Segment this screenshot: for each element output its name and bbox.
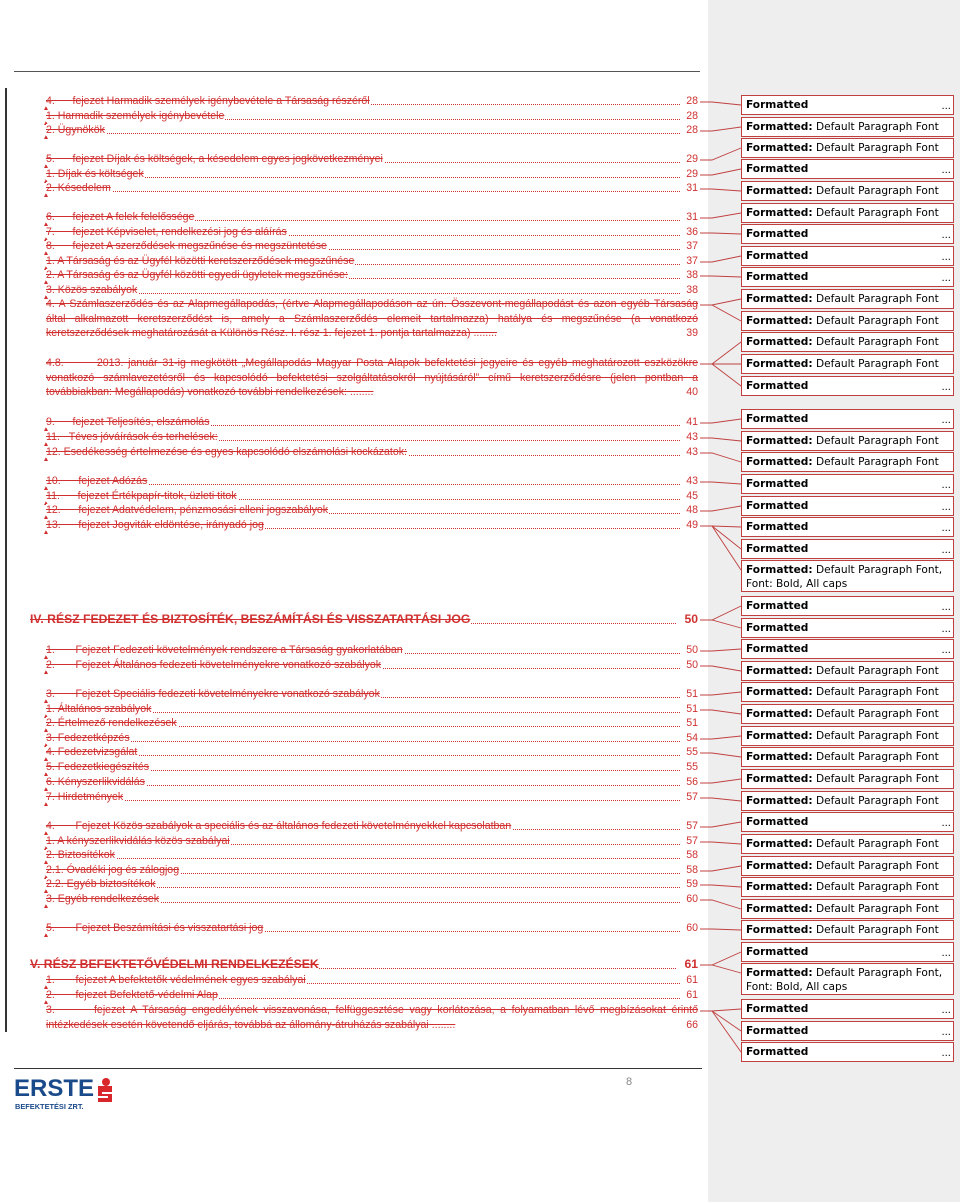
toc-entry-title: 11. fejezet Értékpapír-titok, üzleti titok — [46, 490, 237, 502]
toc-entry-title: 4. fejezet Harmadik személyek igénybevétele a Társaság részéről — [46, 95, 370, 107]
toc-entry-page: 58 — [686, 864, 698, 876]
revision-balloon[interactable] — [741, 452, 954, 472]
revision-balloon[interactable] — [741, 95, 954, 115]
revision-balloon[interactable] — [741, 376, 954, 396]
toc-entry-title: 2. Ügynökök — [46, 124, 105, 136]
balloon-label: Formatted — [746, 1025, 809, 1037]
balloon-more: ... — [941, 602, 951, 613]
toc-entry-title: 3. Fejezet Speciális fedezeti követelményekre vonatkozó szabályok — [46, 688, 380, 700]
balloon-label: Formatted — [746, 478, 809, 490]
balloon-label: Formatted: — [746, 903, 813, 915]
balloon-label: Formatted: — [746, 924, 813, 936]
balloon-detail: Default Paragraph Font — [812, 773, 939, 785]
balloon-detail: Default Paragraph Font — [812, 838, 939, 850]
balloon-label: Formatted: — [746, 860, 813, 872]
balloon-label: Formatted: — [746, 773, 813, 785]
balloon-more: ... — [941, 502, 951, 513]
toc-entry-title: 1. A Társaság és az Ügyfél közötti keretszerződések megszűnése — [46, 255, 355, 267]
logo-brand: ERSTE — [14, 1075, 95, 1102]
balloon-label: Formatted: — [746, 838, 813, 850]
balloon-label: Formatted — [746, 622, 809, 634]
toc-entry-title: 6. fejezet A felek felelőssége — [46, 211, 195, 223]
toc-entry-page: 55 — [686, 761, 698, 773]
balloon-label: Formatted: — [746, 336, 813, 348]
balloon-label: Formatted: — [746, 207, 813, 219]
toc-entry[interactable] — [46, 225, 698, 240]
toc-entry-page: 41 — [686, 416, 698, 428]
toc-entry-page: 58 — [686, 849, 698, 861]
revision-balloon[interactable] — [741, 117, 954, 137]
balloon-label: Formatted — [746, 543, 809, 555]
toc-entry[interactable] — [46, 123, 698, 138]
revision-balloon[interactable] — [741, 812, 954, 832]
revision-balloon[interactable] — [741, 181, 954, 201]
balloon-label: Formatted — [746, 413, 809, 425]
revision-balloon[interactable] — [741, 899, 954, 919]
toc-entry[interactable] — [46, 489, 698, 504]
revision-balloon[interactable] — [741, 877, 954, 897]
toc-entry-title: 12. fejezet Adatvédelem, pénzmosási elleni jogszabályok — [46, 504, 329, 516]
toc-entry-title: 2. Biztosítékok — [46, 849, 115, 861]
toc-entry-title: 2. Késedelem — [46, 182, 111, 194]
balloon-more: ... — [941, 624, 951, 635]
toc-entry-page: 31 — [686, 211, 698, 223]
balloon-more: ... — [941, 415, 951, 426]
balloon-label: Formatted: — [746, 751, 813, 763]
toc-entry[interactable] — [46, 268, 698, 283]
toc-entry[interactable] — [46, 877, 698, 892]
balloon-detail: Default Paragraph Font — [812, 435, 939, 447]
toc-entry-page: 43 — [686, 431, 698, 443]
balloon-label: Formatted: — [746, 795, 813, 807]
balloon-more: ... — [941, 273, 951, 284]
balloon-more: ... — [941, 818, 951, 829]
balloon-label: Formatted — [746, 946, 809, 958]
toc-entry-page: 57 — [686, 820, 698, 832]
balloon-more: ... — [941, 1048, 951, 1059]
toc-entry-page: 57 — [686, 835, 698, 847]
toc-entry-page: 61 — [686, 989, 698, 1001]
toc-entry[interactable] — [46, 834, 698, 849]
toc-entry-page: 28 — [686, 110, 698, 122]
toc-entry-page: 38 — [686, 269, 698, 281]
balloon-detail: Default Paragraph Font — [812, 142, 939, 154]
balloon-detail: Default Paragraph Font — [812, 358, 939, 370]
toc-entry[interactable] — [46, 863, 698, 878]
page-number: 8 — [626, 1076, 633, 1088]
balloon-detail: Default Paragraph Font — [812, 730, 939, 742]
balloon-more: ... — [941, 545, 951, 556]
toc-entry[interactable] — [46, 445, 698, 460]
toc-entry-title: 7. Hirdetmények — [46, 791, 124, 803]
toc-entry-title: 5. Fejezet Beszámítási és visszatartási jog — [46, 922, 264, 934]
toc-entry-title: 8. fejezet A szerződések megszűnése és megszüntetése — [46, 240, 327, 252]
toc-entry[interactable] — [46, 415, 698, 430]
toc-entry-page: 54 — [686, 732, 698, 744]
toc-entry[interactable] — [46, 503, 698, 518]
toc-entry[interactable] — [46, 239, 698, 254]
toc-entry-page: 29 — [686, 153, 698, 165]
balloon-label: Formatted: — [746, 435, 813, 447]
toc-entry[interactable] — [46, 819, 698, 834]
toc-entry[interactable] — [46, 702, 698, 717]
toc-entry-page: 55 — [686, 746, 698, 758]
toc-entry[interactable] — [46, 775, 698, 790]
toc-entry-title: 2.1. Óvadéki jog és zálogjog — [46, 864, 180, 876]
balloon-label: Formatted: — [746, 967, 813, 979]
balloon-label: Formatted: — [746, 456, 813, 468]
toc-entry-page: 38 — [686, 284, 698, 296]
balloon-label: Formatted — [746, 380, 809, 392]
balloon-label: Formatted: — [746, 881, 813, 893]
header-rule — [14, 71, 700, 72]
balloon-label: Formatted: — [746, 358, 813, 370]
toc-entry[interactable] — [46, 152, 698, 167]
balloon-more: ... — [941, 382, 951, 393]
revision-balloon[interactable] — [741, 431, 954, 451]
balloon-label: Formatted: — [746, 142, 813, 154]
toc-entry-long[interactable]: 3. fejezet A Társaság engedélyének visszavonása, felfüggesztése vagy korlátozása, a folyamatban lévő megbízásokat érintő intézkedések esetén követendő eljárás, továbbá az állomány-átruházás szabályai ........ 66 — [46, 1004, 698, 1031]
toc-entry[interactable] — [46, 716, 698, 731]
balloon-detail: Default Paragraph Font — [812, 185, 939, 197]
balloon-label: Formatted: — [746, 665, 813, 677]
toc-entry-page: 28 — [686, 95, 698, 107]
toc-entry-page: 60 — [686, 922, 698, 934]
toc-entry-page: 51 — [686, 703, 698, 715]
balloon-more: ... — [941, 101, 951, 112]
toc-entry-page: 40 — [686, 386, 698, 399]
revision-balloon[interactable] — [741, 618, 954, 638]
revision-balloon[interactable] — [741, 639, 954, 659]
toc-entry-page: 37 — [686, 240, 698, 252]
revision-balloon[interactable] — [741, 999, 954, 1019]
balloon-label: Formatted — [746, 99, 809, 111]
balloon-label: Formatted — [746, 643, 809, 655]
toc-entry-page: 51 — [686, 717, 698, 729]
toc-entry-title: 13. fejezet Jogviták eldöntése, irányadó jog — [46, 519, 264, 531]
balloon-detail: Default Paragraph Font — [812, 293, 939, 305]
toc-entry-page: 36 — [686, 226, 698, 238]
revision-balloon[interactable] — [741, 311, 954, 331]
toc-entry-title: 11. Téves jóváírások és terhelések: — [46, 431, 218, 443]
toc-entry[interactable] — [46, 643, 698, 658]
balloon-detail: Default Paragraph Font — [812, 456, 939, 468]
toc-entry-page: 49 — [686, 519, 698, 531]
erste-s-icon — [98, 1078, 112, 1102]
toc-entry[interactable] — [46, 94, 698, 109]
balloon-label: Formatted: — [746, 293, 813, 305]
toc-entry-title: 7. fejezet Képviselet, rendelkezési jog és aláírás — [46, 226, 287, 238]
toc-entry-title: 3. Fedezetképzés — [46, 732, 130, 744]
toc-entry[interactable] — [46, 790, 698, 805]
toc-entry[interactable] — [46, 687, 698, 702]
toc-entry-title: 6. Kényszerlikvidálás — [46, 776, 145, 788]
balloon-detail: Default Paragraph Font — [812, 881, 939, 893]
balloon-label: Formatted: — [746, 121, 813, 133]
revision-balloon[interactable] — [741, 856, 954, 876]
revision-balloon[interactable] — [741, 747, 954, 767]
toc-entry-title: 1. fejezet A befektetők védelmének egyes szabályai — [46, 974, 306, 986]
revision-balloon[interactable] — [741, 474, 954, 494]
toc-entry-page: 45 — [686, 490, 698, 502]
revision-balloon[interactable] — [741, 1021, 954, 1041]
revision-balloon[interactable] — [741, 560, 954, 592]
revision-balloon[interactable] — [741, 682, 954, 702]
toc-entry-page: 43 — [686, 475, 698, 487]
toc-entry-title: 5. fejezet Díjak és költségek, a késedelem egyes jogkövetkezményei — [46, 153, 383, 165]
part-heading-page: 61 — [684, 957, 698, 971]
part-heading-title: V. RÉSZ BEFEKTETŐVÉDELMI RENDELKEZÉSEK — [30, 957, 319, 971]
toc-entry[interactable] — [46, 430, 698, 445]
toc-entry[interactable] — [46, 109, 698, 124]
revision-balloon[interactable] — [741, 409, 954, 429]
balloon-detail: Default Paragraph Font — [812, 751, 939, 763]
balloon-more: ... — [941, 252, 951, 263]
balloon-label: Formatted — [746, 521, 809, 533]
toc-entry-title: 2. A Társaság és az Ügyfél közötti egyedi ügyletek megszűnése: — [46, 269, 348, 281]
revision-balloon[interactable] — [741, 496, 954, 516]
part-heading-title: IV. RÉSZ FEDEZET ÉS BIZTOSÍTÉK, BESZÁMÍTÁSI ÉS VISSZATARTÁSI JOG — [30, 612, 471, 626]
toc-entry-title: 2. Értelmező rendelkezések — [46, 717, 177, 729]
toc-entry-title: 4. A Számlaszerződés és az Alapmegállapodás, (értve Alapmegállapodáson az ún. Összevont-megállapodást és azon egyéb Társaság által alkalmazott keretszerződést is, amely a Számlaszerződés elemeit tartalmazza) hatálya és megszűnése (a vonatkozó keretszerződések meghatározását a Különös Rész. I. rész 1. fejezet 1. pontja tartalmazza) — [46, 298, 698, 340]
balloon-detail: Default Paragraph Font — [812, 315, 939, 327]
balloon-label: Formatted — [746, 816, 809, 828]
balloon-label: Formatted — [746, 600, 809, 612]
toc-entry-long[interactable]: 4.8. 2013. január 31-ig megkötött „Megállapodás Magyar Posta Alapok befektetési jegyeire és egyéb meghatározott eszközökre vonatkozó számlavezetésről és kapcsolódó befektetési szolgáltatásokról nyújtásáról” című keretszerződésre (jelen pontban a továbbiakban: Megállapodás) vonatkozó további rendelkezések: ........ 40 — [46, 357, 698, 399]
revision-balloon[interactable] — [741, 246, 954, 266]
balloon-label: Formatted — [746, 1046, 809, 1058]
part-heading[interactable] — [30, 956, 698, 973]
toc-entry-page: 59 — [686, 878, 698, 890]
toc-entry-title: 5. Fedezetkiegészítés — [46, 761, 150, 773]
revision-balloon[interactable] — [741, 942, 954, 962]
revision-balloon[interactable] — [741, 704, 954, 724]
toc-entry-page: 29 — [686, 168, 698, 180]
revision-balloon[interactable] — [741, 920, 954, 940]
revision-balloon[interactable] — [741, 1042, 954, 1062]
toc-entry[interactable] — [46, 921, 698, 936]
revision-balloon[interactable] — [741, 159, 954, 179]
balloon-label: Formatted — [746, 163, 809, 175]
toc-entry[interactable] — [46, 892, 698, 907]
balloon-more: ... — [941, 1005, 951, 1016]
balloon-label: Formatted — [746, 500, 809, 512]
toc-entry-title: 1. Általános szabályok — [46, 703, 152, 715]
toc-entry-page: 50 — [686, 659, 698, 671]
toc-entry-title: 3. Egyéb rendelkezések — [46, 893, 160, 905]
toc-entry-page: 43 — [686, 446, 698, 458]
part-heading-page: 50 — [684, 612, 698, 626]
toc-entry-title: 4. Fedezetvizsgálat — [46, 746, 138, 758]
toc-entry[interactable] — [46, 283, 698, 298]
balloon-label: Formatted: — [746, 730, 813, 742]
revision-balloon[interactable] — [741, 769, 954, 789]
revision-balloon[interactable] — [741, 517, 954, 537]
toc-entry-title: 1. A kényszerlikvidálás közös szabályai — [46, 835, 230, 847]
balloon-more: ... — [941, 948, 951, 959]
revision-balloon[interactable] — [741, 224, 954, 244]
toc-entry-page: 66 — [686, 1018, 698, 1031]
revision-balloon[interactable] — [741, 289, 954, 309]
balloon-label: Formatted: — [746, 315, 813, 327]
toc-entry-title: 4. Fejezet Közös szabályok a speciális és az általános fedezeti követelményekkel kapcsolatban — [46, 820, 512, 832]
toc-entry-title: 4.8. 2013. január 31-ig megkötött „Megállapodás Magyar Posta Alapok befektetési jegyeire és egyéb meghatározott eszközökre vonatkozó számlavezetésről és kapcsolódó befektetési szolgáltatásokról nyújtásáról” című keretszerződésre (jelen pontban a továbbiakban: Megállapodás) vonatkozó további rendelkezések: — [46, 357, 698, 399]
toc-entry[interactable] — [46, 760, 698, 775]
toc-entry-page: 56 — [686, 776, 698, 788]
revision-balloon[interactable] — [741, 267, 954, 287]
part-heading[interactable] — [30, 611, 698, 628]
balloon-detail: Default Paragraph Font — [812, 924, 939, 936]
balloon-more: ... — [941, 523, 951, 534]
balloon-label: Formatted — [746, 228, 809, 240]
toc-entry-title: 10. fejezet Adózás — [46, 475, 148, 487]
balloon-label: Formatted: — [746, 708, 813, 720]
balloon-label: Formatted: — [746, 185, 813, 197]
toc-entry[interactable] — [46, 167, 698, 182]
toc-entry[interactable] — [46, 973, 698, 988]
toc-entry-page: 51 — [686, 688, 698, 700]
toc-entry[interactable] — [46, 474, 698, 489]
revision-balloon[interactable] — [741, 791, 954, 811]
logo-subtitle: BEFEKTETÉSI ZRT. — [15, 1102, 84, 1111]
toc-entry[interactable] — [46, 658, 698, 673]
toc-entry[interactable] — [46, 254, 698, 269]
revision-balloon[interactable] — [741, 138, 954, 158]
toc-entry-title: 1. Harmadik személyek igénybevétele — [46, 110, 225, 122]
balloon-detail: Default Paragraph Font — [812, 665, 939, 677]
toc-entry-page: 39 — [686, 327, 698, 340]
balloon-detail: Default Paragraph Font — [812, 708, 939, 720]
toc-entry-title: 12. Esedékesség értelmezése és egyes kapcsolódó elszámolási kockázatok: — [46, 446, 407, 458]
revision-balloon[interactable] — [741, 963, 954, 995]
balloon-more: ... — [941, 480, 951, 491]
toc-entry-long[interactable]: 4. A Számlaszerződés és az Alapmegállapodás, (értve Alapmegállapodáson az ún. Összevont-megállapodást és azon egyéb Társaság által alkalmazott keretszerződést is, amely a Számlaszerződés elemeit tartalmazza) hatálya és megszűnése (a vonatkozó keretszerződések meghatározását a Különös Rész. I. rész 1. fejezet 1. pontja tartalmazza) ........ 39 — [46, 298, 698, 340]
toc-entry[interactable] — [46, 210, 698, 225]
toc-entry[interactable] — [46, 745, 698, 760]
toc-entry[interactable] — [46, 848, 698, 863]
toc-entry-title: 1. Fejezet Fedezeti követelmények rendszere a Társaság gyakorlatában — [46, 644, 403, 656]
toc-entry-page: 50 — [686, 644, 698, 656]
change-bar — [5, 88, 7, 1032]
toc-entry-title: 2.2. Egyéb biztosítékok — [46, 878, 156, 890]
balloon-more: ... — [941, 1027, 951, 1038]
toc-entry-page: 60 — [686, 893, 698, 905]
balloon-label: Formatted — [746, 271, 809, 283]
revision-balloon[interactable] — [741, 661, 954, 681]
toc-entry-page: 28 — [686, 124, 698, 136]
toc-entry[interactable] — [46, 518, 698, 533]
balloon-label: Formatted: — [746, 686, 813, 698]
balloon-detail: Default Paragraph Font — [812, 207, 939, 219]
toc-entry-page: 57 — [686, 791, 698, 803]
revision-balloon[interactable] — [741, 332, 954, 352]
revision-balloon[interactable] — [741, 539, 954, 559]
balloon-more: ... — [941, 165, 951, 176]
toc-entry[interactable] — [46, 731, 698, 746]
toc-entry-page: 37 — [686, 255, 698, 267]
revision-balloon[interactable] — [741, 203, 954, 223]
toc-entry-title: 2. Fejezet Általános fedezeti követelményekre vonatkozó szabályok — [46, 659, 382, 671]
balloon-detail: Default Paragraph Font — [812, 686, 939, 698]
revision-balloon[interactable] — [741, 354, 954, 374]
toc-entry-title: 9. fejezet Teljesítés, elszámolás — [46, 416, 210, 428]
balloon-detail: Default Paragraph Font — [812, 795, 939, 807]
footer-rule — [14, 1068, 702, 1069]
balloon-detail: Default Paragraph Font, Font: Bold, All caps — [746, 967, 943, 993]
toc-entry[interactable] — [46, 988, 698, 1003]
toc-entry-title: 3. fejezet A Társaság engedélyének visszavonása, felfüggesztése vagy korlátozása, a folyamatban lévő megbízásokat érintő intézkedések esetén követendő eljárás, továbbá az állomány-átruházás szabályai — [46, 1004, 698, 1031]
revision-balloon[interactable] — [741, 596, 954, 616]
toc-entry[interactable] — [46, 181, 698, 196]
revision-balloon[interactable] — [741, 726, 954, 746]
balloon-detail: Default Paragraph Font — [812, 121, 939, 133]
toc-entry-page: 31 — [686, 182, 698, 194]
toc-entry-page: 61 — [686, 974, 698, 986]
balloon-label: Formatted — [746, 250, 809, 262]
revision-balloon[interactable] — [741, 834, 954, 854]
balloon-more: ... — [941, 645, 951, 656]
erste-logo — [14, 1072, 114, 1112]
toc-entry-title: 3. Közös szabályok — [46, 284, 138, 296]
balloon-detail: Default Paragraph Font — [812, 903, 939, 915]
balloon-detail: Default Paragraph Font, Font: Bold, All caps — [746, 564, 943, 590]
balloon-detail: Default Paragraph Font — [812, 860, 939, 872]
balloon-detail: Default Paragraph Font — [812, 336, 939, 348]
toc-entry-title: 2. fejezet Befektető-védelmi Alap — [46, 989, 218, 1001]
balloon-label: Formatted — [746, 1003, 809, 1015]
toc-entry-title: 1. Díjak és költségek — [46, 168, 144, 180]
balloon-more: ... — [941, 230, 951, 241]
balloon-label: Formatted: — [746, 564, 813, 576]
toc-entry-page: 48 — [686, 504, 698, 516]
